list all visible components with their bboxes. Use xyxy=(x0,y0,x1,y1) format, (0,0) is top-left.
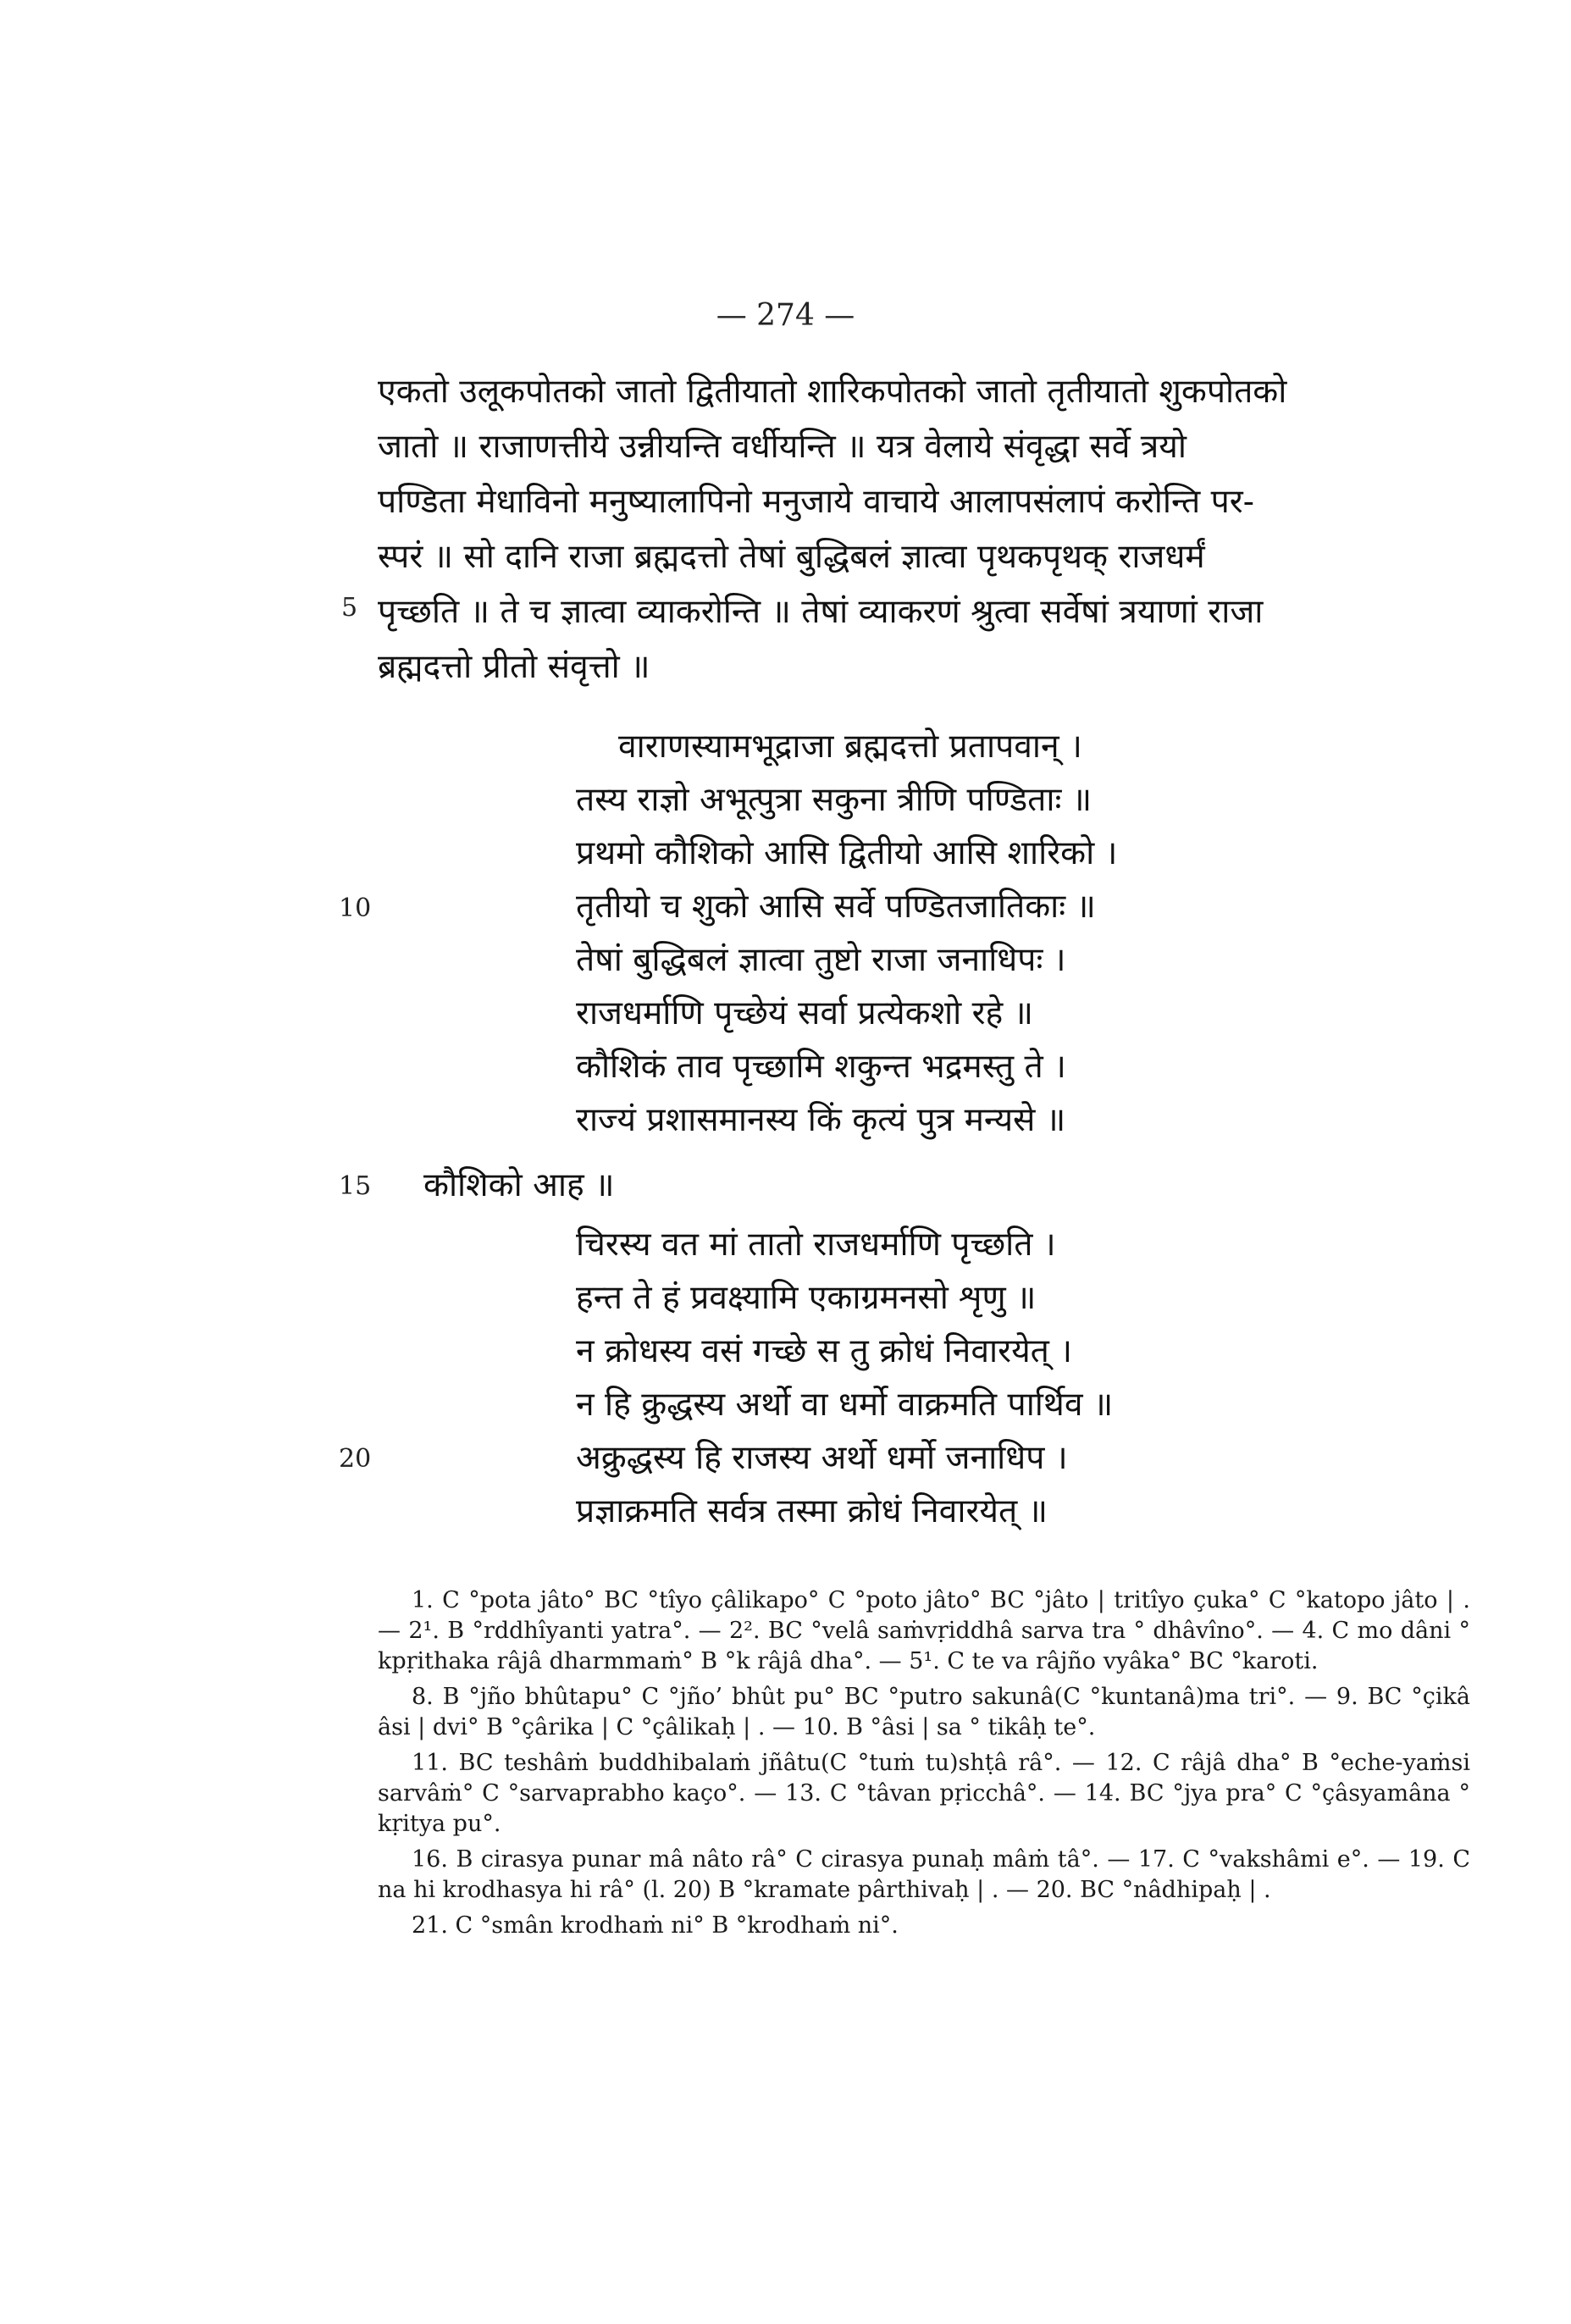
verse-line: प्रज्ञाक्रमति सर्वत्र तस्मा क्रोधं निवारयेत् ॥ xyxy=(576,1492,1048,1530)
verse-line: हन्त ते हं प्रवक्ष्यामि एकाग्रमनसो शृणु ॥ xyxy=(576,1279,1037,1317)
line-number: 20 xyxy=(339,1444,372,1474)
verse-line: कौशिकं ताव पृच्छामि शकुन्त भद्रमस्तु ते । xyxy=(576,1048,1066,1086)
verse-line: राज्यं प्रशासमानस्य किं कृत्यं पुत्र मन्यसे ॥ xyxy=(576,1101,1066,1139)
verse-line: अक्रुद्धस्य हि राजस्य अर्थो धर्मो जनाधिप । xyxy=(576,1439,1068,1477)
prose-line: ब्रह्मदत्तो प्रीतो संवृत्तो ॥ xyxy=(378,648,650,686)
verse-line: तेषां बुद्धिबलं ज्ञात्वा तुष्टो राजा जनाधिपः । xyxy=(576,941,1066,979)
prose-line: पण्डिता मेधाविनो मनुष्यालापिनो मनुजाये वाचाये आलापसंलापं करोन्ति पर- xyxy=(378,483,1254,521)
footnote: 1. C °pota jâto° BC °tîyo çâlikapo° C °poto jâto° BC °jâto | tritîyo çuka° C °katopo jâto | . — 2¹. B °rddhîyanti yatra°. — 2². BC °velâ saṁvṛiddhâ sarva tra ° dhâvîno°. — 4. C mo dâni ° kpṛithaka râjâ dharmmaṁ° B °k râjâ dha°. — 5¹. C te va râjño vyâka° BC °karoti. xyxy=(378,1587,1470,1674)
footnotes xyxy=(378,1585,1470,1946)
prose-line: जातो ॥ राजाणत्तीये उन्नीयन्ति वर्धीयन्ति ॥ यत्र वेलाये संवृद्धा सर्वे त्रयो xyxy=(378,428,1187,466)
page-number: — 274 — xyxy=(716,298,855,333)
prose-line: स्परं ॥ सो दानि राजा ब्रह्मदत्तो तेषां बुद्धिबलं ज्ञात्वा पृथकपृथक् राजधर्मं xyxy=(378,538,1205,576)
line-number: 10 xyxy=(339,894,372,923)
footnote: 11. BC teshâṁ buddhibalaṁ jñâtu(C °tuṁ tu)shṭâ râ°. — 12. C râjâ dha° B °eche-yaṁsi sarvâṁ° C °sarvaprabho kaço°. — 13. C °tâvan pṛicchâ°. — 14. BC °jya pra° C °çâsyamâna ° kṛitya pu°. xyxy=(378,1750,1470,1837)
verse-line: प्रथमो कौशिको आसि द्वितीयो आसि शारिको । xyxy=(576,834,1118,872)
footnote: 21. C °smân krodhaṁ ni° B °krodhaṁ ni°. xyxy=(412,1912,899,1939)
verse-line: तृतीयो च शुको आसि सर्वे पण्डितजातिकाः ॥ xyxy=(576,888,1096,926)
footnote: 8. B °jño bhûtapu° C °jño’ bhût pu° BC °putro sakunâ(C °kuntanâ)ma tri°. — 9. BC °çikâ âsi | dvi° B °çârika | C °çâlikaḥ | . — 10. B °âsi | sa ° tikâḥ te°. xyxy=(378,1684,1470,1740)
prose-line: एकतो उलूकपोतको जातो द्वितीयातो शारिकपोतको जातो तृतीयातो शुकपोतको xyxy=(378,373,1287,411)
verse-line: न हि क्रुद्धस्य अर्थो वा धर्मो वाक्रमति पार्थिव ॥ xyxy=(576,1386,1114,1424)
line-number: 5 xyxy=(341,593,358,622)
verse-line: तस्य राज्ञो अभूत्पुत्रा सकुना त्रीणि पण्डिताः ॥ xyxy=(576,781,1093,819)
verse-line: चिरस्य वत मां तातो राजधर्माणि पृच्छति । xyxy=(576,1226,1056,1264)
speaker-heading: कौशिको आह ॥ xyxy=(423,1166,615,1204)
line-number: 15 xyxy=(339,1171,372,1201)
prose-line: पृच्छति ॥ ते च ज्ञात्वा व्याकरोन्ति ॥ तेषां व्याकरणं श्रुत्वा सर्वेषां त्रयाणां राजा xyxy=(378,593,1264,631)
verse-line: न क्रोधस्य वसं गच्छे स तु क्रोधं निवारयेत् । xyxy=(576,1332,1073,1370)
footnote: 16. B cirasya punar mâ nâto râ° C cirasya punaḥ mâṁ tâ°. — 17. C °vakshâmi e°. — 19. C na hi krodhasya hi râ° (l. 20) B °kramate pârthivaḥ | . — 20. BC °nâdhipaḥ | . xyxy=(378,1846,1470,1903)
verse-line: राजधर्माणि पृच्छेयं सर्वा प्रत्येकशो रहे ॥ xyxy=(576,994,1034,1032)
prose-paragraph xyxy=(378,364,1470,694)
verse-line: वाराणस्यामभूद्राजा ब्रह्मदत्तो प्रतापवान् । xyxy=(618,728,1082,766)
